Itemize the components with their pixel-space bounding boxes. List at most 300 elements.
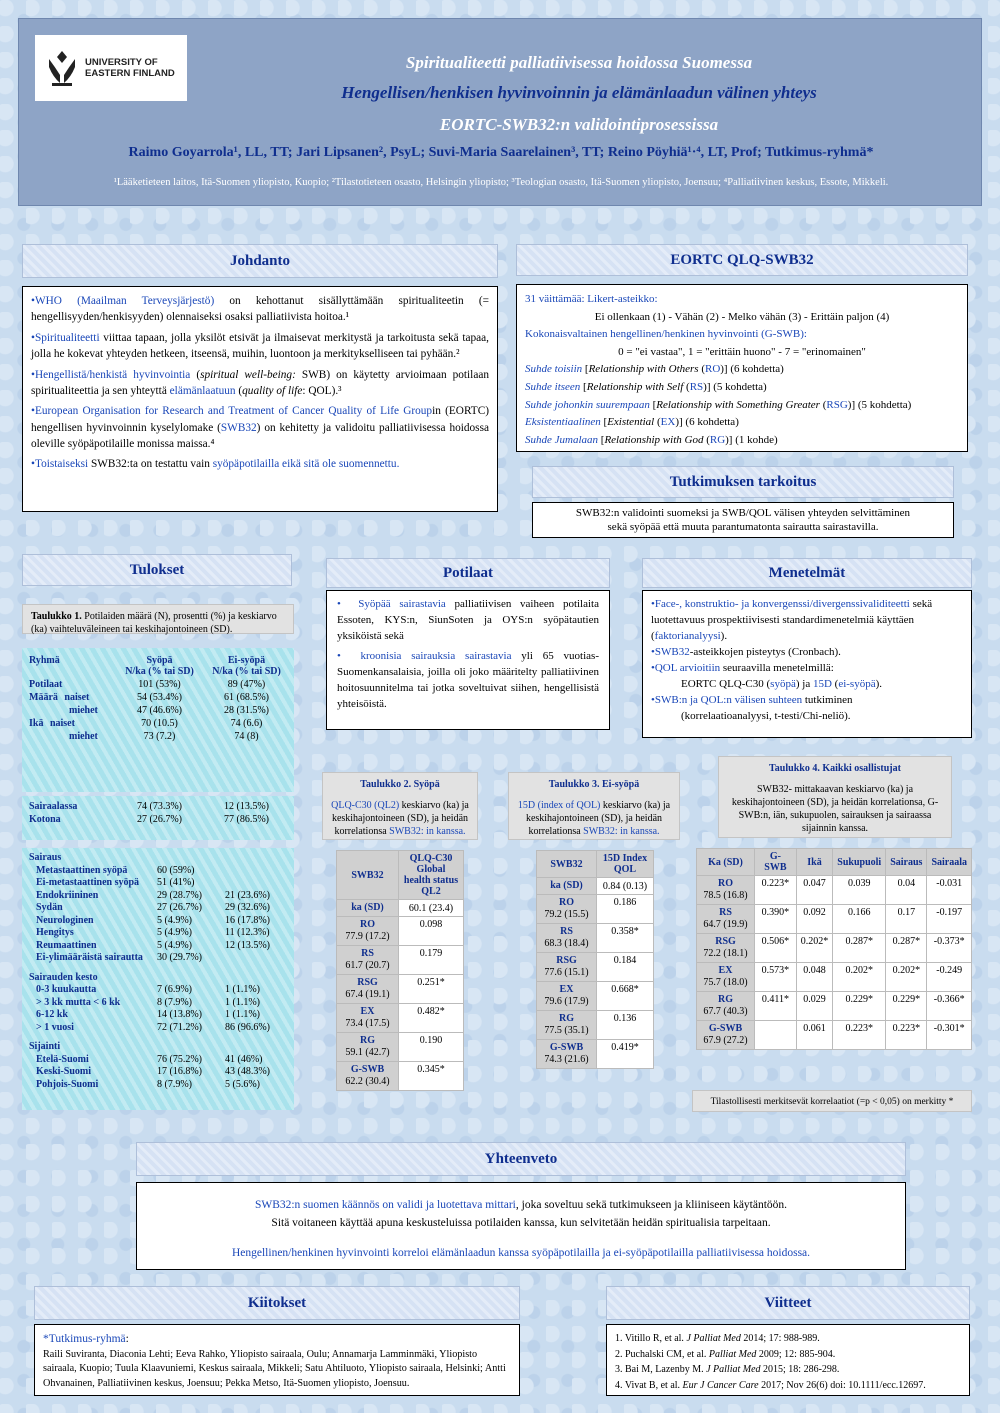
swb-scale-name: RO — [360, 919, 375, 930]
reference-authors: 2. Puchalski CM, et al. — [615, 1348, 709, 1360]
t1-cell-cancer: 54 (53.4%) — [137, 692, 182, 703]
swb-scale-name: G-SWB — [350, 1064, 385, 1075]
reference-authors: 1. Vitillo R, et al. — [615, 1333, 687, 1344]
yhteenveto-heading: Yhteenveto — [136, 1142, 906, 1176]
table-row — [697, 1021, 972, 1050]
yhteenveto-box — [136, 1182, 906, 1270]
correlation-value: 0.251* — [399, 975, 464, 1004]
swb-scale-mean: 72.2 (18.1) — [703, 948, 748, 959]
correlation-value: 0.506* — [755, 934, 797, 963]
swb-scale-name: RS — [560, 926, 573, 937]
tulokset-heading: Tulokset — [22, 554, 292, 586]
correlation-value — [755, 1021, 797, 1050]
table-row — [26, 984, 290, 997]
correlation-value: 0.17 — [886, 905, 927, 934]
swb-scale-mean: 77.5 (35.1) — [544, 1025, 589, 1036]
correlation-value: 0.179 — [399, 946, 464, 975]
table4-note: Tilastollisesti merkitsevät korrelaatiot (=p < 0,05) on merkitty * — [692, 1090, 972, 1112]
subscale-count: )] (6 kohdetta) — [720, 363, 784, 376]
t1-cell-noncancer: 89 (47%) — [227, 679, 266, 690]
t1-cell-cancer: 14 (13.8%) — [157, 1009, 202, 1020]
correlation-value: 0.229* — [886, 992, 927, 1021]
table-row — [26, 813, 290, 826]
menetelmat-bullet-6: (korrelaatioanalyysi, t-testi/Chi-neliö). — [681, 709, 851, 722]
logo-emblem-icon — [47, 49, 77, 87]
logo-line1: UNIVERSITY OF — [85, 57, 158, 68]
swb-scale-cell — [697, 876, 755, 905]
swb-scale-mean: 74.3 (21.6) — [544, 1054, 589, 1065]
reference-item — [615, 1362, 961, 1378]
t1-cell-noncancer: 16 (17.8%) — [225, 914, 270, 926]
kiitokset-text: Raili Suviranta, Diaconia Lehti; Eeva Rahko, Yliopisto sairaala, Oulu; Annamarja Lamminmäki, Yliopisto sairaala, Kuopio; Tuula Klaavuniemi, Keskus sairaala, Mikkeli; Satu Ahtiluoto, Yliopisto sairaala, Helsinki; Antti Ohvanainen, Palliatiivinen keskus, Joensuu; Pekka Metso, Itä-Suomen yliopisto, Joensuu. — [43, 1348, 506, 1390]
swb-scale-mean: 64.7 (19.9) — [703, 919, 748, 930]
swb-scale-cell — [537, 953, 597, 982]
tarkoitus-text-1: SWB32:n validointi suomeksi ja SWB/QOL välisen yhteyden selvittäminen — [575, 507, 911, 519]
table1-caption: Taulukko 1. Potilaiden määrä (N), prosentti (%) ja keskiarvo (ka) vaihteluväleineen tai keskihajontoineen (SD). — [22, 604, 294, 634]
t1-cell-label: Metastaattinen syöpä — [36, 864, 128, 876]
subscale-count: )] (5 kohdetta) — [703, 380, 767, 393]
johdanto-bullet-1: •WHO (Maailman Terveysjärjestö) on kehottanut sisällyttämään spiritualiteetin (= hengellisyyden/henkisyyden) olennaiseksi osaksi palliatiivista hoitoa.¹ — [31, 295, 489, 324]
subscale-sep: [ — [649, 398, 657, 411]
swb-scale-mean: 75.7 (18.0) — [703, 977, 748, 988]
table-row — [537, 1040, 654, 1069]
correlation-value: 0.202* — [833, 963, 886, 992]
subscale-sep: [ — [600, 416, 608, 429]
reference-journal: Palliat Med — [708, 1348, 757, 1360]
t4-header-row — [697, 849, 972, 876]
reference-item — [615, 1347, 961, 1363]
table-row — [26, 902, 290, 915]
table4-caption: Taulukko 4. Kaikki osallistujat SWB32- mittakaavan keskiarvo (ka) ja keskihajontoineen (SD), ja heidän korrelationsa, G-SWB:n, iän, sukupuolen, sairauksen ja sairaassa sijainnin kanssa. — [718, 756, 952, 838]
correlation-value: 0.229* — [833, 992, 886, 1021]
t1-cell-label: Ei-metastaattinen syöpä — [36, 877, 140, 888]
menetelmat-box — [642, 590, 972, 738]
correlation-value: 0.668* — [597, 982, 654, 1011]
table-row — [697, 905, 972, 934]
eortc-line-4: 0 = "ei vastaa", 1 = "erittäin huono" - 7 = "erinomainen" — [618, 345, 866, 358]
t1-group-label: Potilaat — [29, 679, 63, 690]
t1-cell-label: > 3 kk mutta < 6 kk — [36, 996, 121, 1008]
reference-journal: J Palliat Med — [686, 1333, 741, 1344]
t1-group-label: Määrä — [29, 692, 61, 703]
t1-section-title-row — [26, 852, 290, 865]
johdanto-bullet-2: •Spiritualiteetti viittaa tapaan, jolla yksilöt etsivät ja ilmaisevat merkitystä ja tarkoitusta sekä tapaa, jolla he kokevat yhteyden hetkeen, itseensä, muihin, luontoon ja merkitykselliseen tai pyhään.² — [31, 331, 489, 361]
t1-cell-cancer: 5 (4.9%) — [157, 939, 192, 951]
t1-cell-label: 0-3 kuukautta — [36, 984, 97, 995]
menetelmat-bullet-4: EORTC QLQ-C30 (syöpä) ja 15D (ei-syöpä). — [681, 677, 883, 690]
correlation-value: -0.249 — [927, 963, 972, 992]
t1-cell-cancer: 51 (41%) — [157, 877, 195, 888]
correlation-value: 0.287* — [833, 934, 886, 963]
swb-scale-mean: 68.3 (18.4) — [544, 938, 589, 949]
swb-scale-name: RS — [719, 907, 732, 918]
correlation-value: 0.136 — [597, 1011, 654, 1040]
correlation-value: 0.029 — [796, 992, 833, 1021]
t1-cell-noncancer — [222, 865, 290, 878]
table-row — [26, 678, 290, 691]
menetelmat-bullet-1: •Face-, konstruktio- ja konvergenssi/divergenssivaliditeetti sekä luotettavuus prospektiivisesti standardimenetelmiä käyttäen (faktorianalyysi). — [651, 598, 933, 642]
subscale-sep: ( — [683, 380, 690, 393]
potilaat-box — [326, 590, 610, 730]
swb-scale-cell — [537, 1040, 597, 1069]
swb-scale-name: EX — [559, 984, 574, 995]
correlation-value: 0.358* — [597, 924, 654, 953]
t1-cell-label — [26, 730, 116, 743]
reference-journal: J Palliat Med — [706, 1364, 761, 1375]
t1-cell-label: Sairaalassa — [29, 801, 78, 812]
t1-cell-cancer: 101 (53%) — [138, 679, 181, 690]
table-row — [26, 1022, 290, 1035]
kiitokset-lead: *Tutkimus-ryhmä: — [43, 1333, 129, 1345]
table-row — [537, 953, 654, 982]
subscale-fi: Eksistentiaalinen — [525, 416, 601, 429]
menetelmat-bullet-3: •QOL arvioitiin seuraavilla menetelmillä: — [651, 661, 834, 674]
potilaat-bullet-1: • Syöpää sairastavia palliatiivisen vaiheen potilaita Essoten, KYS:n, SiunSoten ja OYS:n syöpätautien yksiköistä sekä — [337, 598, 599, 642]
t1-cell-noncancer: 12 (13.5%) — [225, 939, 270, 951]
t1-cell-noncancer — [222, 952, 290, 965]
correlation-value: 0.223* — [755, 876, 797, 905]
t1-cell-noncancer: 61 (68.5%) — [224, 692, 269, 703]
correlation-value: -0.301* — [927, 1021, 972, 1050]
johdanto-bullet-3: •Hengellistä/henkistä hyvinvointia (spiritual well-being: SWB) on käytetty arvioimaan potilaan spiritualiteettia ja sen yhteyttä elämänlaatuun (quality of life: QOL).³ — [31, 368, 489, 397]
affiliations: ¹Lääketieteen laitos, Itä-Suomen yliopisto, Kuopio; ²Tilastotieteen osasto, Helsingin yliopisto; ³Teologian osasto, Itä-Suomen yliopisto, Joensuu; ⁴Palliatiivinen keskus, Essote, Mikkeli. — [113, 177, 889, 188]
correlation-value: 0.573* — [755, 963, 797, 992]
table-row — [26, 915, 290, 928]
swb-scale-name: EX — [360, 1006, 375, 1017]
t1-cell-cancer: 60 (59%) — [157, 864, 195, 876]
t1-subgroup-label: miehet — [69, 731, 98, 742]
table-row — [537, 895, 654, 924]
t1-cell-cancer: 5 (4.9%) — [157, 914, 192, 926]
swb-scale-name: RO — [559, 897, 574, 908]
t1-cell-noncancer: 1 (1.1%) — [225, 1009, 260, 1020]
t1-cell-cancer: 73 (7.2) — [143, 731, 176, 742]
swb-scale-name: RSG — [715, 936, 736, 947]
t4-header-cell: Ka (SD) — [697, 849, 755, 876]
t1-cell-label: Keski-Suomi — [36, 1066, 92, 1077]
t1-cell-label: > 1 vuosi — [36, 1021, 74, 1033]
correlation-value: 0.345* — [399, 1062, 464, 1091]
t1-cell-label — [26, 678, 116, 691]
yhteenveto-line-1: SWB32:n suomen käännös on validi ja luotettava mittari, joka soveltuu sekä tutkimukseen ja kliiniseen käytäntöön. — [254, 1199, 788, 1211]
table4-title: Taulukko 4. Kaikki osallistujat — [769, 763, 901, 774]
swb-scale-mean: 77.9 (17.2) — [345, 931, 390, 942]
poster-title-3: EORTC-SWB32:n validointiprosessissa — [439, 115, 719, 134]
swb-scale-mean: 77.6 (15.1) — [544, 967, 589, 978]
subscale-sep: [ — [582, 363, 589, 376]
johdanto-box — [22, 286, 498, 512]
potilaat-bullet-2: • kroonisia sairauksia sairastavia yli 65 vuotias-Suomenkansalaisia, joilla oli joko määritelty palliatiivinen hoitosuunnitelma tai jotka soveltuivat siihen, hengellisistä yhteisöistä. — [337, 649, 599, 710]
table-row — [26, 877, 290, 890]
correlation-value: 0.048 — [796, 963, 833, 992]
t1-block2-rows — [26, 800, 290, 826]
t1-header-cancer: Syöpä N/ka (% tai SD) — [125, 655, 194, 677]
t2-rows — [337, 917, 464, 1091]
eortc-line-3: Kokonaisvaltainen hengellinen/henkinen hyvinvointi (G-SWB): — [525, 328, 807, 341]
correlation-value: 0.223* — [886, 1021, 927, 1050]
correlation-value: 0.419* — [597, 1040, 654, 1069]
table-row — [26, 691, 290, 704]
eortc-heading: EORTC QLQ-SWB32 — [516, 244, 968, 276]
t3-rows — [537, 895, 654, 1069]
t1-cell-noncancer: 43 (48.3%) — [225, 1066, 270, 1077]
t1-cell-label — [26, 704, 116, 717]
correlation-value: -0.197 — [927, 905, 972, 934]
johdanto-heading: Johdanto — [22, 244, 498, 278]
correlation-value: 0.061 — [796, 1021, 833, 1050]
t1-cell-cancer: 5 (4.9%) — [157, 927, 192, 938]
swb-scale-mean: 67.9 (27.2) — [703, 1035, 748, 1046]
swb-scale-name: RG — [559, 1013, 574, 1024]
table-row — [26, 940, 290, 953]
t3-header-15d: 15D Index QOL — [597, 851, 654, 878]
table-row — [337, 1062, 464, 1091]
correlation-value: 0.190 — [399, 1033, 464, 1062]
swb-scale-mean: 79.6 (17.9) — [544, 996, 589, 1007]
t1-cell-cancer: 29 (28.7%) — [157, 889, 202, 901]
reference-details: 2014; 17: 988-989. — [740, 1333, 820, 1344]
t2-ka-label: ka (SD) — [337, 900, 399, 917]
table-row — [537, 982, 654, 1011]
t1-section-title: Sairaus — [29, 852, 62, 863]
swb-scale-name: EX — [718, 965, 733, 976]
t2-ka-value: 60.1 (23.4) — [399, 900, 464, 917]
swb-scale-cell — [537, 924, 597, 953]
subscale-en: Relationship with God — [604, 433, 704, 446]
correlation-value: 0.411* — [755, 992, 797, 1021]
tarkoitus-text-2: sekä syöpää että muuta parantumatonta sairautta sairastavilla. — [607, 521, 879, 534]
t1-cell-noncancer — [222, 877, 290, 890]
correlation-value: 0.390* — [755, 905, 797, 934]
subscale-sep: ( — [698, 363, 705, 376]
table-row — [26, 865, 290, 878]
t1-section-title: Sairauden kesto — [29, 971, 98, 983]
t4-header-cell: Ikä — [796, 849, 833, 876]
correlation-value: -0.031 — [927, 876, 972, 905]
table-row — [26, 800, 290, 813]
swb-scale-cell — [697, 905, 755, 934]
swb-scale-mean: 67.7 (40.3) — [703, 1006, 748, 1017]
subscale-abbr: RSG — [826, 398, 848, 411]
table-row — [337, 1004, 464, 1033]
subscale-sep: [ — [598, 433, 605, 446]
t1-cell-noncancer: 28 (31.5%) — [224, 705, 269, 716]
t1-cell-cancer: 8 (7.9%) — [157, 1078, 192, 1090]
johdanto-bullet-5: •Toistaiseksi SWB32:ta on testattu vain syöpäpotilailla eikä sitä ole suomennettu. — [31, 458, 400, 471]
correlation-value: 0.202* — [886, 963, 927, 992]
t1-subgroup-label: naiset — [64, 692, 90, 703]
swb-scale-cell — [337, 946, 399, 975]
t1-cell-noncancer: 1 (1.1%) — [225, 984, 260, 995]
table-row — [26, 890, 290, 903]
t1-cell-noncancer: 74 (8) — [234, 731, 259, 742]
table-row — [697, 876, 972, 905]
correlation-value: -0.366* — [927, 992, 972, 1021]
table-row — [537, 1011, 654, 1040]
table-row — [337, 917, 464, 946]
table-row — [337, 975, 464, 1004]
t1-header-group: Ryhmä — [29, 655, 60, 666]
table-row — [26, 730, 290, 743]
t1-cell-label: Hengitys — [36, 927, 74, 938]
table-row — [337, 946, 464, 975]
t1-cell-noncancer: 11 (12.3%) — [225, 927, 270, 938]
table-row — [697, 934, 972, 963]
subscale-abbr: RS — [689, 380, 704, 393]
t1-cell-noncancer: 5 (5.6%) — [225, 1078, 260, 1090]
eortc-subscale-ro — [525, 361, 959, 379]
swb-scale-name: RG — [718, 994, 733, 1005]
menetelmat-bullet-2: •SWB32-asteikkojen pisteytys (Cronbach). — [651, 645, 841, 658]
viitteet-heading: Viitteet — [606, 1286, 970, 1320]
t2-header-qlq: QLQ-C30 Global health status QL2 — [399, 851, 464, 900]
correlation-value: 0.482* — [399, 1004, 464, 1033]
poster-title-2: Hengellisen/henkisen hyvinvoinnin ja elämänlaadun välinen yhteys — [341, 83, 817, 102]
swb-scale-cell — [697, 963, 755, 992]
swb-scale-cell — [337, 975, 399, 1004]
swb-scale-name: RO — [718, 878, 733, 889]
table3-caption: Taulukko 3. Ei-syöpä 15D (index of QOL) keskiarvo (ka) ja keskihajontoineen (SD), ja heidän korrelationsa SWB32: in kanssa. — [508, 772, 680, 840]
t2-header-swb: SWB32 — [337, 851, 399, 900]
subscale-count: )] (5 kohdetta) — [847, 398, 912, 411]
eortc-subscale-ex — [525, 414, 959, 432]
t1-cell-noncancer: 77 (86.5%) — [224, 814, 269, 825]
table4 — [696, 848, 972, 1050]
t1-cell-cancer: 72 (71.2%) — [157, 1021, 202, 1033]
subscale-abbr: RO — [704, 363, 721, 376]
t1-cell-label: Reumaattinen — [36, 939, 97, 951]
table-row — [337, 1033, 464, 1062]
t1-cell-label: Sydän — [36, 902, 63, 913]
table-row — [26, 1079, 290, 1092]
swb-scale-mean: 67.4 (19.1) — [345, 989, 390, 1000]
table-row — [697, 992, 972, 1021]
correlation-value: 0.202* — [796, 934, 833, 963]
menetelmat-bullet-5: •SWB:n ja QOL:n välisen suhteen tutkiminen — [651, 693, 853, 706]
correlation-value: 0.287* — [886, 934, 927, 963]
swb-scale-mean: 78.5 (16.8) — [703, 890, 748, 901]
t1-cell-noncancer: 41 (46%) — [225, 1053, 263, 1065]
swb-scale-mean: 59.1 (42.7) — [345, 1047, 390, 1058]
subscale-en: Existential — [607, 416, 655, 429]
swb-scale-mean: 73.4 (17.5) — [345, 1018, 390, 1029]
t1-cell-cancer: 70 (10.5) — [141, 718, 178, 729]
t1-cell-label: Kotona — [29, 814, 61, 825]
table-row — [537, 924, 654, 953]
t1-cell-cancer: 74 (73.3%) — [137, 801, 182, 812]
eortc-line-2: Ei ollenkaan (1) - Vähän (2) - Melko vähän (3) - Erittäin paljon (4) — [594, 310, 890, 323]
swb-scale-name: RS — [361, 948, 374, 959]
subscale-sep: ( — [703, 433, 710, 446]
subscale-fi: Suhde johonkin suurempaan — [525, 398, 650, 411]
subscale-sep: ( — [654, 416, 661, 429]
t1-cell-label: Neurologinen — [36, 914, 94, 926]
t1-cell-cancer: 17 (16.8%) — [157, 1066, 202, 1077]
kiitokset-heading: Kiitokset — [34, 1286, 520, 1320]
eortc-line-1: 31 väittämää: Likert-asteikko: — [525, 293, 658, 305]
swb-scale-name: G-SWB — [549, 1042, 584, 1053]
poster-title-1: Spiritualiteetti palliatiivisessa hoidossa Suomessa — [405, 53, 753, 72]
t1-section-title-row — [26, 965, 290, 985]
table1-block-1 — [22, 648, 294, 792]
t1-cell-noncancer: 21 (23.6%) — [225, 889, 270, 901]
reference-authors: 4. Vivat B, et al. — [615, 1379, 683, 1391]
t4-header-cell: Sairaus — [886, 849, 927, 876]
reference-details: 2015; 18: 286-298. — [760, 1364, 840, 1375]
university-logo — [35, 35, 187, 101]
reference-details: 2017; Nov 26(6) doi: 10.1111/ecc.12697. — [758, 1379, 926, 1391]
subscale-count: )] (1 kohde) — [725, 433, 778, 446]
table-row — [26, 704, 290, 717]
t1-cell-noncancer: 74 (6.6) — [230, 718, 263, 729]
t1-cell-cancer: 8 (7.9%) — [157, 996, 192, 1008]
swb-scale-name: RSG — [556, 955, 577, 966]
swb-scale-cell — [337, 1062, 399, 1091]
swb-scale-cell — [337, 1033, 399, 1062]
t1-cell-noncancer: 1 (1.1%) — [225, 996, 260, 1008]
swb-scale-cell — [697, 1021, 755, 1050]
t1-cell-noncancer: 29 (32.6%) — [225, 902, 270, 913]
t3-ka-label: ka (SD) — [537, 878, 597, 895]
correlation-value: 0.039 — [833, 876, 886, 905]
table2 — [336, 850, 464, 1091]
t1-cell-cancer: 30 (29.7%) — [157, 952, 202, 963]
t4-header-cell: G-SWB — [755, 849, 797, 876]
table1-block-2 — [22, 796, 294, 840]
references-list — [615, 1331, 961, 1393]
table-row — [697, 963, 972, 992]
subscale-count: )] (6 kohdetta) — [675, 416, 739, 429]
t1-header-noncancer: Ei-syöpä N/ka (% tai SD) — [212, 655, 281, 677]
t1-cell-noncancer: 86 (96.6%) — [225, 1021, 270, 1033]
t1-cell-label — [26, 691, 116, 704]
t1-cell-cancer: 76 (75.2%) — [157, 1053, 202, 1065]
swb-scale-cell — [697, 992, 755, 1021]
subscale-abbr: RG — [709, 433, 726, 446]
t3-header-swb: SWB32 — [537, 851, 597, 878]
t3-ka-value: 0.84 (0.13) — [597, 878, 654, 895]
swb-scale-cell — [537, 982, 597, 1011]
t1-cell-label: Ei-ylimääräistä sairautta — [36, 952, 143, 963]
t1-block3-rows — [26, 852, 290, 1091]
correlation-value: 0.047 — [796, 876, 833, 905]
reference-journal: Eur J Cancer Care — [682, 1379, 759, 1391]
correlation-value: 0.098 — [399, 917, 464, 946]
t4-header-cell: Sairaala — [927, 849, 972, 876]
reference-item — [615, 1378, 961, 1394]
table3 — [536, 850, 654, 1069]
eortc-subscales — [525, 361, 959, 449]
correlation-value: 0.04 — [886, 876, 927, 905]
table1-block-3 — [22, 848, 294, 1110]
table-row — [26, 997, 290, 1010]
swb-scale-cell — [337, 917, 399, 946]
eortc-subscale-rsg — [525, 397, 959, 415]
menetelmat-heading: Menetelmät — [642, 558, 972, 588]
t1-section-title: Sijainti — [29, 1041, 61, 1052]
correlation-value: 0.223* — [833, 1021, 886, 1050]
potilaat-heading: Potilaat — [326, 558, 610, 588]
eortc-subscale-rs — [525, 379, 959, 397]
eortc-box — [516, 284, 968, 452]
swb-scale-name: RG — [360, 1035, 375, 1046]
t1-subgroup-label: miehet — [69, 705, 98, 716]
table3-title: Taulukko 3. Ei-syöpä — [548, 779, 640, 790]
swb-scale-cell — [537, 1011, 597, 1040]
reference-item — [615, 1331, 961, 1347]
correlation-value: -0.373* — [927, 934, 972, 963]
t1-cell-label: Etelä-Suomi — [36, 1053, 89, 1065]
